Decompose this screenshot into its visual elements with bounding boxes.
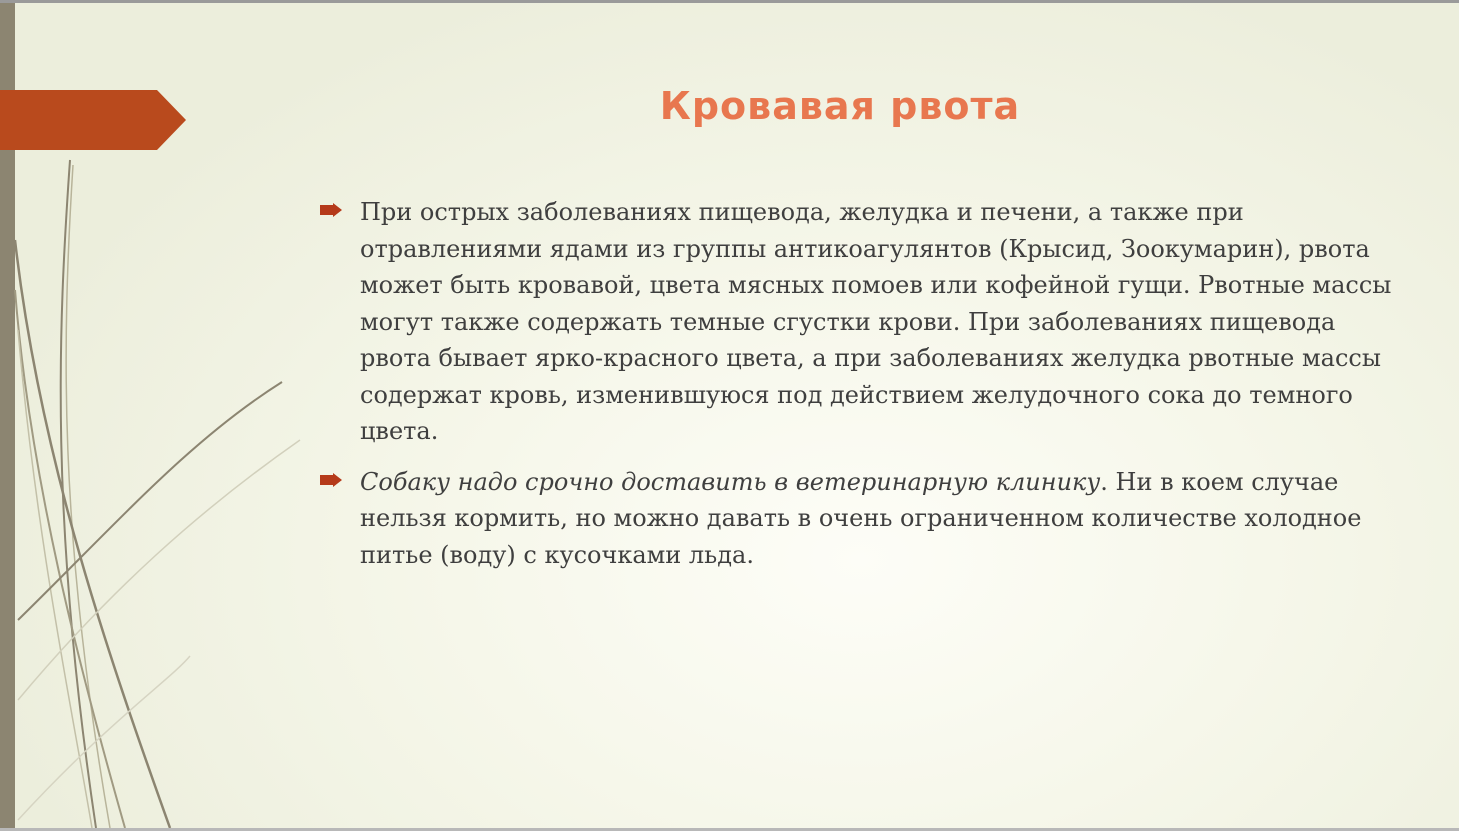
bullet-text: При острых заболеваниях пищевода, желудка и печени, а также при отравлениями ядами из группы антикоагулянтов (Крысид, Зоокумарин), рвота может быть кровавой, цвета мясных помоев или кофейной гущи. Рвотные массы могут также содержать темные сгустки крови. При заболеваниях пищевода рвота бывает ярко-красного цвета, а при заболеваниях желудка рвотные массы содержат кровь, изменившуюся под действием желудочного сока до темного цвета. — [360, 198, 1392, 445]
curve-line — [15, 290, 125, 828]
curve-line — [66, 165, 110, 828]
arrow-bullet-icon — [320, 473, 342, 487]
curve-line — [61, 160, 96, 828]
bullet-item — [320, 464, 1400, 574]
curve-line — [18, 330, 92, 828]
bullet-text: . Ни в коем случае нельзя кормить, но можно давать в очень ограниченном количестве холодное питье (воду) с кусочками льда. — [360, 467, 1362, 569]
slide-content — [320, 194, 1400, 587]
curve-line — [18, 382, 282, 620]
bullet-item — [320, 194, 1400, 450]
arrow-bullet-icon — [320, 203, 342, 217]
decorative-curves — [0, 0, 320, 831]
curve-line — [15, 240, 170, 828]
bullet-italic-text: Собаку надо срочно доставить в ветеринарную клинику — [360, 467, 1101, 496]
slide-title: Кровавая рвота — [659, 84, 1021, 128]
accent-arrow-banner — [0, 90, 186, 150]
